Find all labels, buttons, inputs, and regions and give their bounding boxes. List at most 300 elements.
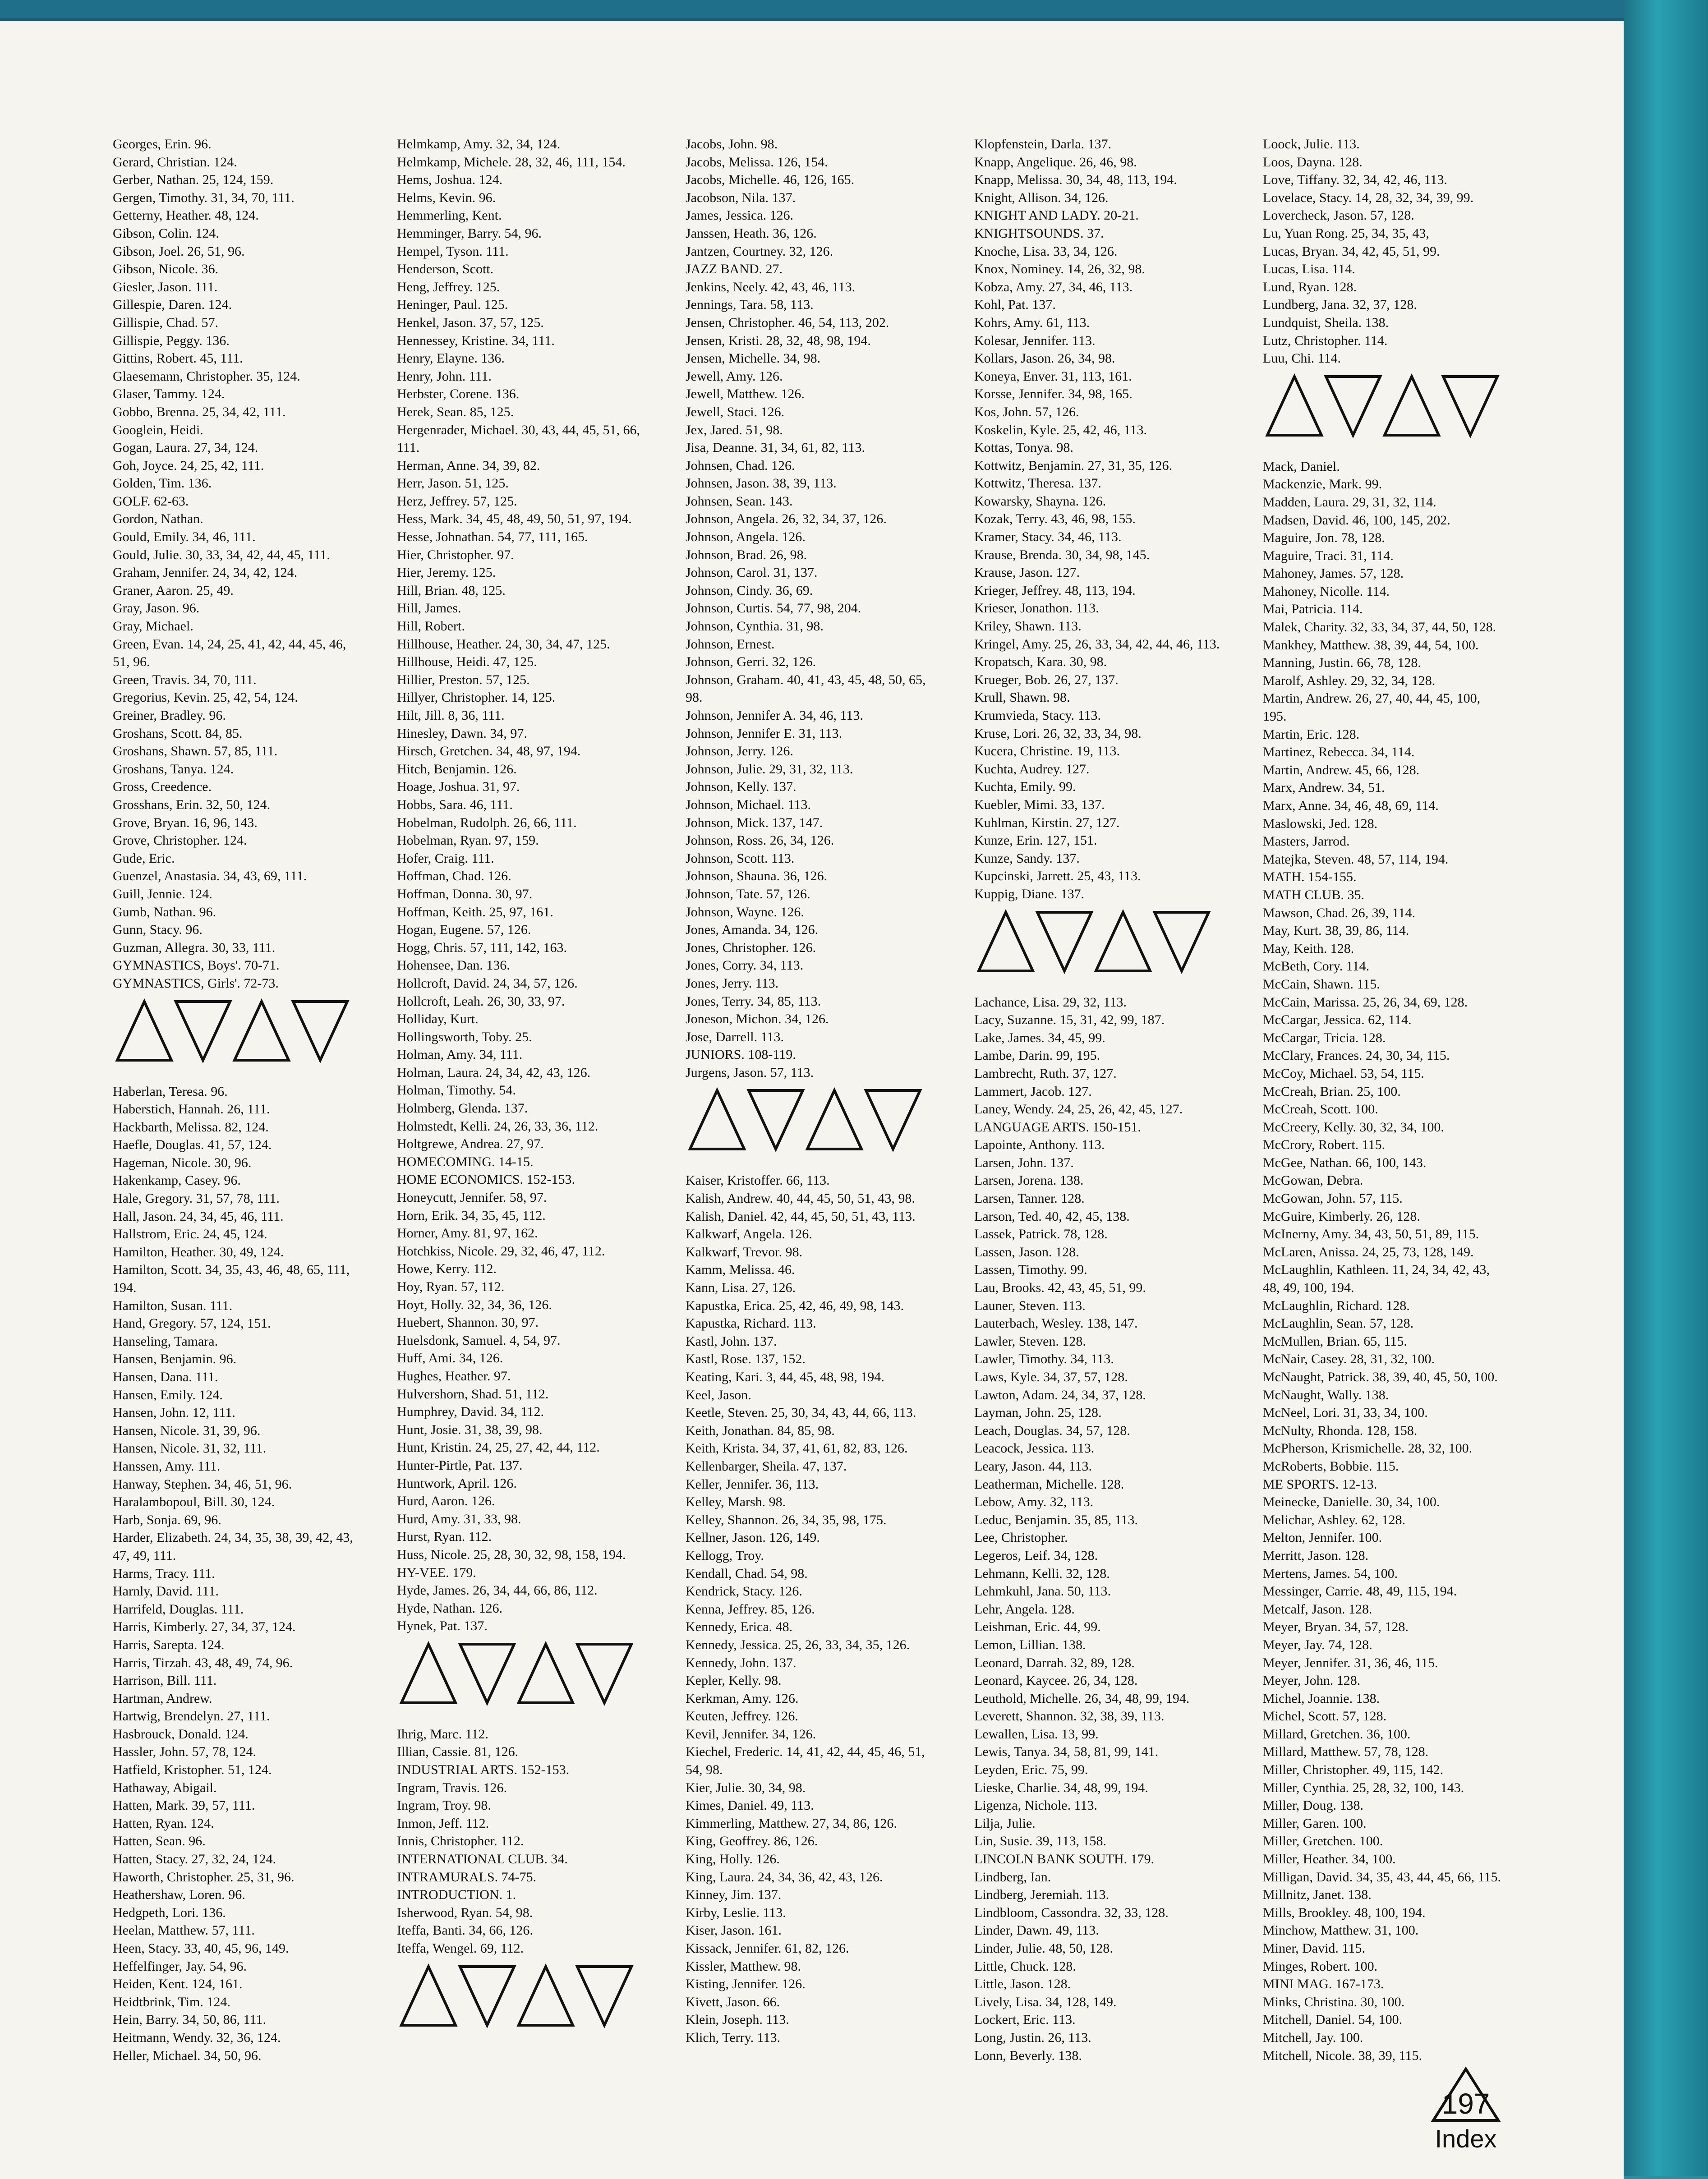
index-entry: Grove, Bryan. 16, 96, 143. [113, 815, 258, 830]
index-entry: Kuchta, Audrey. 127. [974, 761, 1090, 777]
index-entry: McNaught, Wally. 138. [1263, 1387, 1389, 1402]
index-entry: Luu, Chi. 114. [1263, 351, 1341, 366]
index-entry: King, Geoffrey. 86, 126. [686, 1834, 818, 1849]
index-entry: Kier, Julie. 30, 34, 98. [686, 1780, 806, 1795]
index-entry: Hillhouse, Heather. 24, 30, 34, 47, 125. [397, 636, 610, 652]
index-entry: Jewell, Amy. 126. [686, 368, 783, 384]
index-entry: Hollcroft, Leah. 26, 30, 33, 97. [397, 993, 565, 1009]
index-entry: McCain, Shawn. 115. [1263, 976, 1380, 992]
index-entry: Koskelin, Kyle. 25, 42, 46, 113. [974, 422, 1147, 437]
index-entry: Jose, Darrell. 113. [686, 1029, 784, 1044]
index-entry: Kalkwarf, Angela. 126. [686, 1227, 812, 1242]
index-entry: Kropatsch, Kara. 30, 98. [974, 654, 1107, 670]
index-entry: Gould, Julie. 30, 33, 34, 42, 44, 45, 111. [113, 547, 330, 562]
index-entry: Kucera, Christine. 19, 113. [974, 744, 1120, 759]
index-entry: 194. [113, 1280, 137, 1296]
index-entry: Gray, Jason. 96. [113, 601, 200, 616]
index-entry: Groshans, Tanya. 124. [113, 761, 234, 777]
index-entry: Hier, Jeremy. 125. [397, 565, 496, 580]
index-entry: Hobelman, Ryan. 97, 159. [397, 833, 539, 848]
index-entry: Haberstich, Hannah. 26, 111. [113, 1102, 270, 1117]
index-entry: Hein, Barry. 34, 50, 86, 111. [113, 2012, 266, 2027]
index-entry: Miller, Christopher. 49, 115, 142. [1263, 1762, 1444, 1778]
index-entry: Kennedy, Jessica. 25, 26, 33, 34, 35, 126. [686, 1637, 910, 1652]
index-entry: INTRODUCTION. 1. [397, 1887, 516, 1903]
index-entry: Marolf, Ashley. 29, 32, 34, 128. [1263, 673, 1436, 688]
index-entry: Leonard, Darrah. 32, 89, 128. [974, 1655, 1135, 1670]
index-entry: Johnson, Curtis. 54, 77, 98, 204. [686, 601, 861, 616]
index-entry: Metcalf, Jason. 128. [1263, 1601, 1372, 1617]
index-entry: Hill, Robert. [397, 619, 465, 634]
index-entry: Hathaway, Abigail. [113, 1780, 217, 1795]
triangle-shape [401, 1967, 456, 2025]
index-entry: Joneson, Michon. 34, 126. [686, 1011, 829, 1027]
index-entry: Holmstedt, Kelli. 24, 26, 33, 36, 112. [397, 1118, 598, 1134]
index-entry: Hansen, Nicole. 31, 39, 96. [113, 1423, 261, 1438]
index-entry: Hogan, Eugene. 57, 126. [397, 922, 531, 938]
index-entry: Hatten, Sean. 96. [113, 1834, 206, 1849]
index-entry: Kuebler, Mimi. 33, 137. [974, 797, 1105, 812]
index-entry: Kozak, Terry. 43, 46, 98, 155. [974, 511, 1136, 527]
index-entry: Hirsch, Gretchen. 34, 48, 97, 194. [397, 744, 581, 759]
triangle-shape [577, 1644, 631, 1703]
triangle-divider-icon [974, 908, 1218, 975]
index-entry: Hamilton, Scott. 34, 35, 43, 46, 48, 65, 111, [113, 1262, 350, 1278]
index-entry: Guzman, Allegra. 30, 33, 111. [113, 940, 276, 955]
index-entry: Gross, Creedence. [113, 779, 212, 795]
index-entry: Kuchta, Emily. 99. [974, 779, 1076, 795]
index-entry: Johnson, Cindy. 36, 69. [686, 583, 813, 598]
index-entry: Kolesar, Jennifer. 113. [974, 333, 1096, 348]
index-entry: Kohrs, Amy. 61, 113. [974, 315, 1090, 330]
index-entry: Huelsdonk, Samuel. 4, 54, 97. [397, 1333, 561, 1348]
index-entry: Gergen, Timothy. 31, 34, 70, 111. [113, 190, 295, 205]
index-entry: LINCOLN BANK SOUTH. 179. [974, 1852, 1155, 1867]
index-entry: Lawton, Adam. 24, 34, 37, 128. [974, 1387, 1146, 1402]
index-entry: McMullen, Brian. 65, 115. [1263, 1333, 1407, 1349]
index-entry: Leishman, Eric. 44, 99. [974, 1619, 1101, 1635]
index-entry: Jex, Jared. 51, 98. [686, 422, 783, 437]
index-entry: Kalish, Andrew. 40, 44, 45, 50, 51, 43, 98. [686, 1191, 915, 1206]
index-entry: Kuppig, Diane. 137. [974, 886, 1085, 901]
index-entry: Mankhey, Matthew. 38, 39, 44, 54, 100. [1263, 637, 1479, 653]
index-entry: Martin, Andrew. 45, 66, 128. [1263, 762, 1420, 777]
triangle-shape [979, 912, 1033, 971]
index-entry: Lauterbach, Wesley. 138, 147. [974, 1316, 1138, 1331]
index-entry: 54, 98. [686, 1762, 723, 1778]
index-entry: 51, 96. [113, 654, 150, 670]
index-entry: Lassek, Patrick. 78, 128. [974, 1227, 1108, 1242]
index-entry: Jantzen, Courtney. 32, 126. [686, 244, 833, 259]
index-entry: Lemon, Lillian. 138. [974, 1637, 1086, 1652]
index-entry: Lockert, Eric. 113. [974, 2012, 1076, 2027]
index-entry: Mai, Patricia. 114. [1263, 602, 1363, 617]
index-entry: Hohensee, Dan. 136. [397, 958, 510, 973]
index-entry: McCreery, Kelly. 30, 32, 34, 100. [1263, 1119, 1444, 1135]
triangle-divider-icon [686, 1086, 929, 1154]
index-entry: Kivett, Jason. 66. [686, 1994, 780, 2009]
index-entry: McNair, Casey. 28, 31, 32, 100. [1263, 1352, 1435, 1367]
index-entry: Kastl, Rose. 137, 152. [686, 1352, 806, 1367]
triangle-divider-icon [113, 997, 356, 1065]
index-entry: Jensen, Christopher. 46, 54, 113, 202. [686, 315, 889, 330]
index-entry: Hanssen, Amy. 111. [113, 1458, 221, 1474]
index-entry: McNeel, Lori. 31, 33, 34, 100. [1263, 1405, 1428, 1420]
index-entry: Hems, Joshua. 124. [397, 172, 503, 188]
index-entry: Lewallen, Lisa. 13, 99. [974, 1726, 1099, 1742]
index-entry: Keller, Jennifer. 36, 113. [686, 1476, 819, 1492]
index-entry: Kalish, Daniel. 42, 44, 45, 50, 51, 43, 113. [686, 1209, 916, 1224]
index-entry: Hilt, Jill. 8, 36, 111. [397, 708, 505, 723]
index-entry: Hunt, Kristin. 24, 25, 27, 42, 44, 112. [397, 1440, 600, 1455]
index-entry: Johnson, Carol. 31, 137. [686, 565, 818, 580]
index-entry: Kaiser, Kristoffer. 66, 113. [686, 1173, 830, 1188]
triangle-shape [749, 1090, 803, 1149]
index-entry: Johnson, Ernest. [686, 636, 775, 652]
index-entry: Keuten, Jeffrey. 126. [686, 1709, 798, 1724]
index-entry: Kottas, Tonya. 98. [974, 440, 1073, 455]
index-entry: Haefle, Douglas. 41, 57, 124. [113, 1137, 272, 1153]
index-entry: Krause, Jason. 127. [974, 565, 1080, 580]
index-entry: Jacobs, Michelle. 46, 126, 165. [686, 172, 855, 188]
index-entry: Kramer, Stacy. 34, 46, 113. [974, 529, 1122, 545]
index-entry: Lovercheck, Jason. 57, 128. [1263, 208, 1414, 223]
index-entry: Hollingsworth, Toby. 25. [397, 1029, 532, 1044]
index-entry: Kissack, Jennifer. 61, 82, 126. [686, 1941, 849, 1956]
index-entry: Jones, Terry. 34, 85, 113. [686, 993, 821, 1009]
triangle-divider-icon [1263, 372, 1506, 440]
index-entry: Lin, Susie. 39, 113, 158. [974, 1834, 1107, 1849]
triangle-shape [1326, 377, 1380, 435]
index-entry: INDUSTRIAL ARTS. 152-153. [397, 1762, 570, 1778]
index-entry: Lachance, Lisa. 29, 32, 113. [974, 994, 1127, 1010]
index-entry: Hillyer, Christopher. 14, 125. [397, 690, 556, 705]
index-entry: Meinecke, Danielle. 30, 34, 100. [1263, 1494, 1440, 1510]
index-entry: Georges, Erin. 96. [113, 137, 212, 152]
index-entry: Hitch, Benjamin. 126. [397, 761, 517, 777]
triangle-shape [1037, 912, 1091, 971]
index-entry: Melton, Jennifer. 100. [1263, 1530, 1382, 1545]
index-entry: Lambrecht, Ruth. 37, 127. [974, 1066, 1117, 1081]
index-entry: Heidtbrink, Tim. 124. [113, 1994, 230, 2009]
index-entry: Minks, Christina. 30, 100. [1263, 1994, 1405, 2009]
index-entry: Johnson, Jerry. 126. [686, 744, 793, 759]
index-entry: 111. [397, 440, 420, 455]
index-entry: Hunter-Pirtle, Pat. 137. [397, 1457, 523, 1473]
index-entry: Miller, Heather. 34, 100. [1263, 1852, 1396, 1867]
index-entry: JAZZ BAND. 27. [686, 262, 783, 277]
index-entry: Kamm, Melissa. 46. [686, 1262, 795, 1278]
index-entry: Inmon, Jeff. 112. [397, 1816, 489, 1831]
index-entry: Hatten, Ryan. 124. [113, 1816, 214, 1831]
index-entry: Harris, Tirzah. 43, 48, 49, 74, 96. [113, 1655, 293, 1670]
index-entry: Gogan, Laura. 27, 34, 124. [113, 440, 258, 455]
index-entry: Hinesley, Dawn. 34, 97. [397, 726, 527, 741]
index-entry: Green, Travis. 34, 70, 111. [113, 672, 257, 687]
index-entry: Kriley, Shawn. 113. [974, 619, 1082, 634]
index-entry: Matejka, Steven. 48, 57, 114, 194. [1263, 851, 1449, 867]
index-entry: Herz, Jeffrey. 57, 125. [397, 493, 517, 509]
triangle-divider-icon [397, 1640, 640, 1707]
index-entry: McInerny, Amy. 34, 43, 50, 51, 89, 115. [1263, 1227, 1479, 1242]
index-entry: Lambe, Darin. 99, 195. [974, 1048, 1100, 1063]
index-entry: Johnson, Michael. 113. [686, 797, 811, 812]
index-entry: Hatten, Stacy. 27, 32, 24, 124. [113, 1852, 276, 1867]
index-entry: Hoffman, Keith. 25, 97, 161. [397, 904, 553, 919]
index-entry: Herman, Anne. 34, 39, 82. [397, 458, 540, 473]
index-entry: Heitmann, Wendy. 32, 36, 124. [113, 2030, 281, 2045]
index-entry: Martinez, Rebecca. 34, 114. [1263, 745, 1415, 760]
index-entry: Lundberg, Jana. 32, 37, 128. [1263, 297, 1417, 313]
index-entry: Herbster, Corene. 136. [397, 386, 520, 402]
index-entry: Lake, James. 34, 45, 99. [974, 1030, 1105, 1045]
index-entry: Johnson, Julie. 29, 31, 32, 113. [686, 761, 853, 777]
index-entry: Hoffman, Chad. 126. [397, 869, 511, 884]
index-entry: Huebert, Shannon. 30, 97. [397, 1315, 539, 1330]
index-entry: Larsen, Tanner. 128. [974, 1191, 1085, 1206]
index-entry: Johnson, Gerri. 32, 126. [686, 654, 816, 670]
index-entry: Ingram, Travis. 126. [397, 1780, 507, 1795]
index-entry: Hall, Jason. 24, 34, 45, 46, 111. [113, 1209, 284, 1224]
index-entry: Illian, Cassie. 81, 126. [397, 1744, 519, 1760]
index-entry: Maslowski, Jed. 128. [1263, 816, 1378, 831]
index-entry: Knapp, Angelique. 26, 46, 98. [974, 154, 1137, 170]
index-entry: Larson, Ted. 40, 42, 45, 138. [974, 1209, 1130, 1224]
index-entry: McPherson, Krismichelle. 28, 32, 100. [1263, 1441, 1473, 1456]
index-entry: Kohl, Pat. 137. [974, 297, 1056, 313]
index-entry: Leverett, Shannon. 32, 38, 39, 113. [974, 1709, 1165, 1724]
index-entry: Marx, Andrew. 34, 51. [1263, 780, 1385, 795]
index-entry: Green, Evan. 14, 24, 25, 41, 42, 44, 45, 46, [113, 636, 346, 652]
index-entry: Kellner, Jason. 126, 149. [686, 1530, 820, 1545]
index-entry: Lu, Yuan Rong. 25, 34, 35, 43, [1263, 225, 1429, 241]
index-entry: Johnson, Graham. 40, 41, 43, 45, 48, 50, 65, [686, 672, 926, 687]
index-entry: LANGUAGE ARTS. 150-151. [974, 1119, 1141, 1135]
index-entry: Legeros, Leif. 34, 128. [974, 1548, 1098, 1563]
index-entry: Horn, Erik. 34, 35, 45, 112. [397, 1208, 546, 1223]
index-entry: Little, Chuck. 128. [974, 1958, 1076, 1974]
index-entry: Hess, Mark. 34, 45, 48, 49, 50, 51, 97, 194. [397, 511, 632, 527]
index-entry: Miner, David. 115. [1263, 1941, 1365, 1956]
index-entry: McLaughlin, Kathleen. 11, 24, 34, 42, 43, [1263, 1262, 1490, 1278]
index-entry: Hemminger, Barry. 54, 96. [397, 225, 542, 241]
section-divider [397, 1962, 686, 2034]
index-entry: Johnson, Jennifer E. 31, 113. [686, 726, 842, 741]
index-entry: Jacobs, John. 98. [686, 137, 778, 152]
index-entry: Harrifeld, Douglas. 111. [113, 1601, 244, 1617]
index-entry: Milligan, David. 34, 35, 43, 44, 45, 66, 115. [1263, 1869, 1501, 1885]
index-entry: May, Keith. 128. [1263, 941, 1354, 956]
triangle-shape [460, 1967, 514, 2025]
index-entry: Helmkamp, Michele. 28, 32, 46, 111, 154. [397, 154, 626, 170]
index-entry: Linder, Dawn. 49, 113. [974, 1923, 1099, 1938]
index-entry: McCreah, Scott. 100. [1263, 1102, 1378, 1117]
index-entry: Holliday, Kurt. [397, 1011, 479, 1027]
index-entry: Krumvieda, Stacy. 113. [974, 708, 1101, 723]
index-entry: Hill, Brian. 48, 125. [397, 583, 506, 598]
index-entry: Guill, Jennie. 124. [113, 886, 212, 901]
index-entry: Giesler, Jason. 111. [113, 279, 218, 294]
index-entry: Lapointe, Anthony. 113. [974, 1137, 1105, 1153]
index-entry: Hanway, Stephen. 34, 46, 51, 96. [113, 1476, 292, 1492]
index-entry: Greiner, Bradley. 96. [113, 708, 226, 723]
index-entry: Johnsen, Sean. 143. [686, 493, 793, 509]
index-entry: Helms, Kevin. 96. [397, 190, 496, 205]
index-entry: Larsen, John. 137. [974, 1155, 1074, 1170]
index-entry: Harris, Sarepta. 124. [113, 1637, 225, 1652]
index-entry: Kelley, Shannon. 26, 34, 35, 98, 175. [686, 1512, 887, 1527]
index-entry: McCain, Marissa. 25, 26, 34, 69, 128. [1263, 994, 1468, 1010]
index-entry: Lindberg, Jeremiah. 113. [974, 1887, 1110, 1903]
index-entry: Johnson, Jennifer A. 34, 46, 113. [686, 708, 863, 723]
index-entry: Heen, Stacy. 33, 40, 45, 96, 149. [113, 1941, 289, 1956]
index-entry: Leonard, Kaycee. 26, 34, 128. [974, 1673, 1138, 1688]
index-entry: Kenna, Jeffrey. 85, 126. [686, 1601, 815, 1617]
index-entry: Miller, Gretchen. 100. [1263, 1834, 1383, 1849]
index-entry: Hoyt, Holly. 32, 34, 36, 126. [397, 1297, 552, 1312]
index-entry: Hartwig, Brendelyn. 27, 111. [113, 1709, 270, 1724]
index-entry: Hatten, Mark. 39, 57, 111. [113, 1798, 255, 1813]
index-entry: Johnson, Mick. 137, 147. [686, 815, 823, 830]
index-entry: Loos, Dayna. 128. [1263, 154, 1363, 170]
index-entry: Honeycutt, Jennifer. 58, 97. [397, 1190, 547, 1205]
index-entry: Jisa, Deanne. 31, 34, 61, 82, 113. [686, 440, 865, 455]
index-entry: Huntwork, April. 126. [397, 1476, 517, 1491]
index-entry: Horner, Amy. 81, 97, 162. [397, 1226, 538, 1241]
index-entry: Hageman, Nicole. 30, 96. [113, 1155, 252, 1170]
index-entry: Hogg, Chris. 57, 111, 142, 163. [397, 940, 567, 955]
index-entry: Getterny, Heather. 48, 124. [113, 208, 259, 223]
index-entry: Marx, Anne. 34, 46, 48, 69, 114. [1263, 798, 1439, 813]
index-entry: May, Kurt. 38, 39, 86, 114. [1263, 923, 1409, 938]
index-entry: Henkel, Jason. 37, 57, 125. [397, 315, 544, 330]
index-entry: Jenkins, Neely. 42, 43, 46, 113. [686, 279, 856, 294]
index-entry: GOLF. 62-63. [113, 493, 189, 509]
index-entry: Hotchkiss, Nicole. 29, 32, 46, 47, 112. [397, 1243, 605, 1259]
index-entry: Lehmkuhl, Jana. 50, 113. [974, 1584, 1111, 1599]
index-entry: McCargar, Tricia. 128. [1263, 1030, 1386, 1045]
index-entry: Hempel, Tyson. 111. [397, 244, 509, 259]
triangle-shape [460, 1644, 514, 1703]
index-entry: Gibson, Nicole. 36. [113, 262, 219, 277]
index-entry: Harris, Kimberly. 27, 34, 37, 124. [113, 1619, 296, 1635]
index-entry: Maguire, Traci. 31, 114. [1263, 548, 1394, 563]
index-entry: Kirby, Leslie. 113. [686, 1905, 786, 1920]
index-entry: Lewis, Tanya. 34, 58, 81, 99, 141. [974, 1744, 1159, 1760]
triangle-shape [235, 1002, 289, 1060]
index-entry: Hackbarth, Melissa. 82, 124. [113, 1119, 269, 1135]
index-entry: Lieske, Charlie. 34, 48, 99, 194. [974, 1780, 1148, 1795]
index-entry: Holman, Amy. 34, 111. [397, 1047, 523, 1062]
index-entry: Gittins, Robert. 45, 111. [113, 351, 243, 366]
index-entry: Mahoney, Nicolle. 114. [1263, 584, 1390, 599]
index-entry: Hamilton, Susan. 111. [113, 1298, 233, 1313]
index-entry: Hasbrouck, Donald. 124. [113, 1726, 249, 1742]
index-entry: Lively, Lisa. 34, 128, 149. [974, 1994, 1117, 2009]
index-entry: James, Jessica. 126. [686, 208, 794, 223]
index-entry: Jennings, Tara. 58, 113. [686, 297, 814, 313]
section-divider [686, 1086, 974, 1158]
index-entry: Hedgpeth, Lori. 136. [113, 1905, 226, 1920]
index-entry: Kennedy, Erica. 48. [686, 1619, 793, 1635]
index-entry: Leach, Douglas. 34, 57, 128. [974, 1423, 1130, 1438]
index-entry: Googlein, Heidi. [113, 422, 203, 437]
index-entry: Hennessey, Kristine. 34, 111. [397, 333, 555, 348]
index-entry: Johnson, Shauna. 36, 126. [686, 869, 828, 884]
index-entry: Mack, Daniel. [1263, 459, 1340, 474]
index-entry: Hatfield, Kristopher. 51, 124. [113, 1762, 272, 1778]
index-entry: McCoy, Michael. 53, 54, 115. [1263, 1066, 1424, 1081]
index-entry: Kellogg, Troy. [686, 1548, 764, 1563]
index-entry: Hansen, Benjamin. 96. [113, 1352, 237, 1367]
index-entry: King, Holly. 126. [686, 1852, 780, 1867]
index-entry: Lutz, Christopher. 114. [1263, 333, 1388, 348]
index-entry: Madsen, David. 46, 100, 145, 202. [1263, 512, 1450, 528]
index-entry: Lundquist, Sheila. 138. [1263, 315, 1389, 330]
index-entry: Hulvershorn, Shad. 51, 112. [397, 1386, 549, 1402]
index-entry: Jones, Corry. 34, 113. [686, 958, 804, 973]
triangle-shape [1155, 912, 1209, 971]
index-entry: Jewell, Staci. 126. [686, 404, 785, 419]
index-entry: Kobza, Amy. 27, 34, 46, 113. [974, 279, 1133, 294]
index-entry: Johnsen, Chad. 126. [686, 458, 795, 473]
index-entry: Heffelfinger, Jay. 54, 96. [113, 1958, 247, 1974]
index-entry: Kepler, Kelly. 98. [686, 1673, 782, 1688]
index-entry: Gerber, Nathan. 25, 124, 159. [113, 172, 274, 188]
index-entry: Graner, Aaron. 25, 49. [113, 583, 234, 598]
index-entry: Kissler, Matthew. 98. [686, 1958, 801, 1974]
index-entry: McBeth, Cory. 114. [1263, 959, 1370, 974]
index-entry: Krueger, Bob. 26, 27, 137. [974, 672, 1119, 687]
index-entry: Humphrey, David. 34, 112. [397, 1404, 544, 1420]
index-entry: Kruse, Lori. 26, 32, 33, 34, 98. [974, 726, 1142, 741]
index-entry: Gibson, Joel. 26, 51, 96. [113, 244, 245, 259]
index-entry: JUNIORS. 108-119. [686, 1047, 796, 1062]
index-entry: Mackenzie, Mark. 99. [1263, 477, 1382, 492]
index-entry: Guenzel, Anastasia. 34, 43, 69, 111. [113, 869, 307, 884]
index-entry: Linder, Julie. 48, 50, 128. [974, 1941, 1113, 1956]
index-entry: Lucas, Lisa. 114. [1263, 262, 1355, 277]
index-entry: Lehmann, Kelli. 32, 128. [974, 1566, 1110, 1581]
index-entry: Jones, Amanda. 34, 126. [686, 922, 819, 938]
index-entry: McLaren, Anissa. 24, 25, 73, 128, 149. [1263, 1244, 1474, 1260]
index-entry: Helmkamp, Amy. 32, 34, 124. [397, 137, 561, 152]
index-entry: Kann, Lisa. 27, 126. [686, 1280, 796, 1296]
index-entry: Launer, Steven. 113. [974, 1298, 1086, 1313]
binding-spine [1624, 0, 1708, 2176]
index-entry: Keating, Kari. 3, 44, 45, 48, 98, 194. [686, 1370, 884, 1384]
index-entry: MATH CLUB. 35. [1263, 887, 1365, 902]
index-entry: Lonn, Beverly. 138. [974, 2048, 1082, 2063]
index-entry: Minchow, Matthew. 31, 100. [1263, 1923, 1419, 1938]
index-entry: Holman, Timothy. 54. [397, 1083, 516, 1098]
index-entry: Harnly, David. 111. [113, 1584, 219, 1599]
index-entry: Kupcinski, Jarrett. 25, 43, 113. [974, 869, 1141, 884]
index-entry: Hier, Christopher. 97. [397, 547, 514, 562]
index-entry: Gould, Emily. 34, 46, 111. [113, 529, 256, 545]
index-entry: Gerard, Christian. 124. [113, 154, 237, 170]
index-column-3 [686, 135, 974, 2047]
index-entry: 195. [1263, 709, 1287, 724]
index-entry: Hyde, James. 26, 34, 44, 66, 86, 112. [397, 1583, 598, 1598]
index-entry: Hollcroft, David. 24, 34, 57, 126. [397, 975, 578, 991]
index-entry: Johnson, Scott. 113. [686, 850, 795, 866]
index-entry: MATH. 154-155. [1263, 869, 1357, 885]
index-entry: McRoberts, Bobbie. 115. [1263, 1458, 1399, 1474]
index-entry: Iteffa, Wengel. 69, 112. [397, 1941, 524, 1956]
index-entry: Gillispie, Peggy. 136. [113, 333, 230, 348]
index-entry: Klein, Joseph. 113. [686, 2012, 789, 2027]
